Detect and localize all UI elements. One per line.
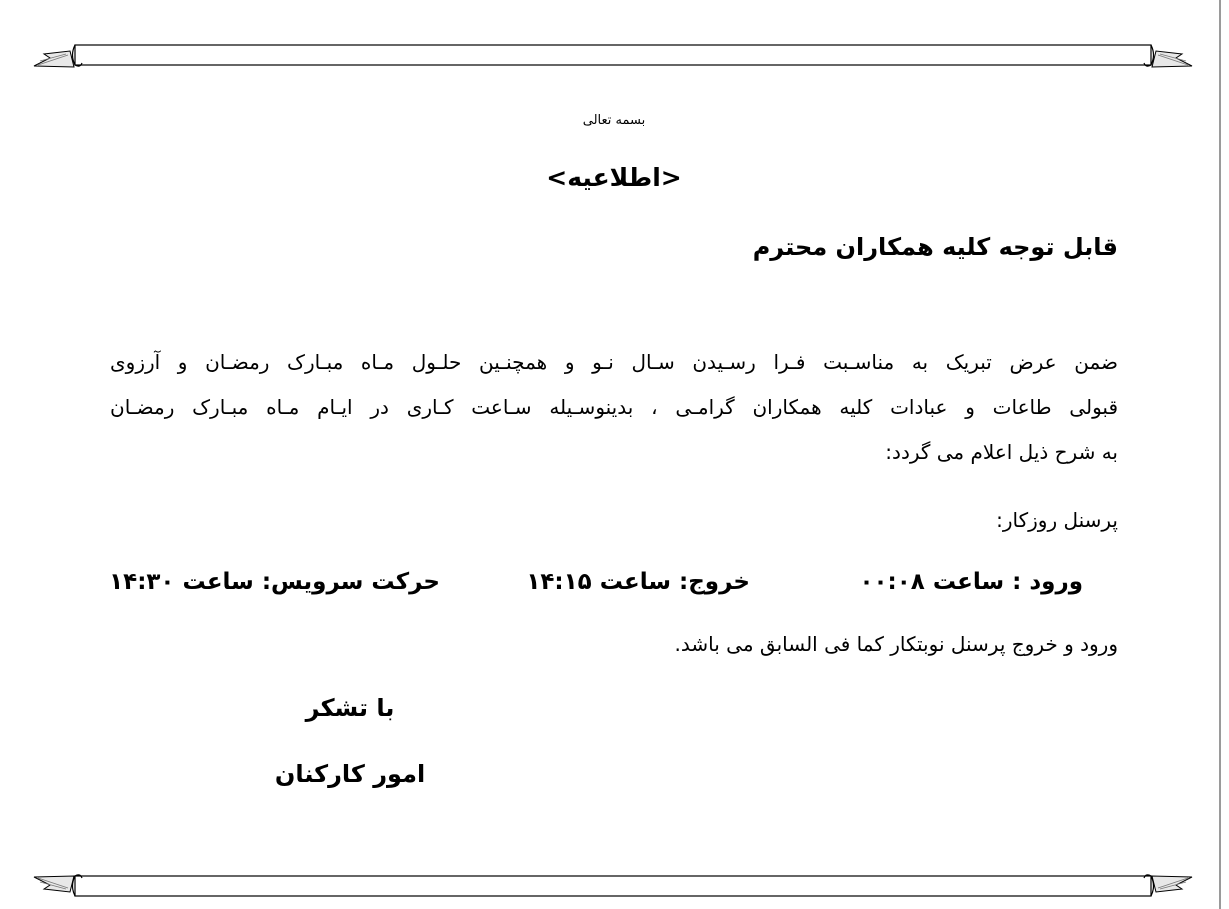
paragraph-line: به شرح ذیل اعلام می گردد:: [885, 440, 1118, 464]
scroll-ribbon-bottom-icon: [30, 866, 1196, 902]
day-staff-label: پرسنل روزکار:: [996, 508, 1118, 532]
entry-time: ورود : ساعت ۰۰:۰۸: [859, 569, 1083, 595]
announcement-paragraph: [110, 340, 1118, 475]
basmala-heading: بسمه تعالی: [582, 113, 646, 128]
shift-staff-note: ورود و خروج پرسنل نوبتکار کما فی السابق می باشد.: [674, 632, 1118, 656]
exit-time: خروج: ساعت ۱۴:۱۵: [526, 569, 750, 595]
addressee-line: قابل توجه کلیه همکاران محترم: [752, 233, 1118, 261]
paragraph-line: ضمن عرض تبریک به مناسـبت فـرا رسـیدن سـال نـو و همچنـین حلـول مـاه مبـارک رمضـان و آرزوی: [110, 350, 1118, 374]
page-edge-divider: [1219, 0, 1221, 909]
notice-title: <اطلاعیه>: [546, 163, 682, 192]
signature-department: امور کارکنان: [274, 760, 426, 788]
paragraph-line: قبولی طاعات و عبادات کلیه همکاران گرامـی ، بدینوسـیله سـاعت کـاری در ایـام مـاه مبـارک رمضـان: [110, 395, 1118, 419]
closing-thanks: با تشکر: [305, 694, 395, 722]
shuttle-departure-time: حرکت سرویس: ساعت ۱۴:۳۰: [109, 569, 440, 595]
scroll-ribbon-top-icon: [30, 41, 1196, 77]
working-hours-row: [110, 560, 1118, 604]
